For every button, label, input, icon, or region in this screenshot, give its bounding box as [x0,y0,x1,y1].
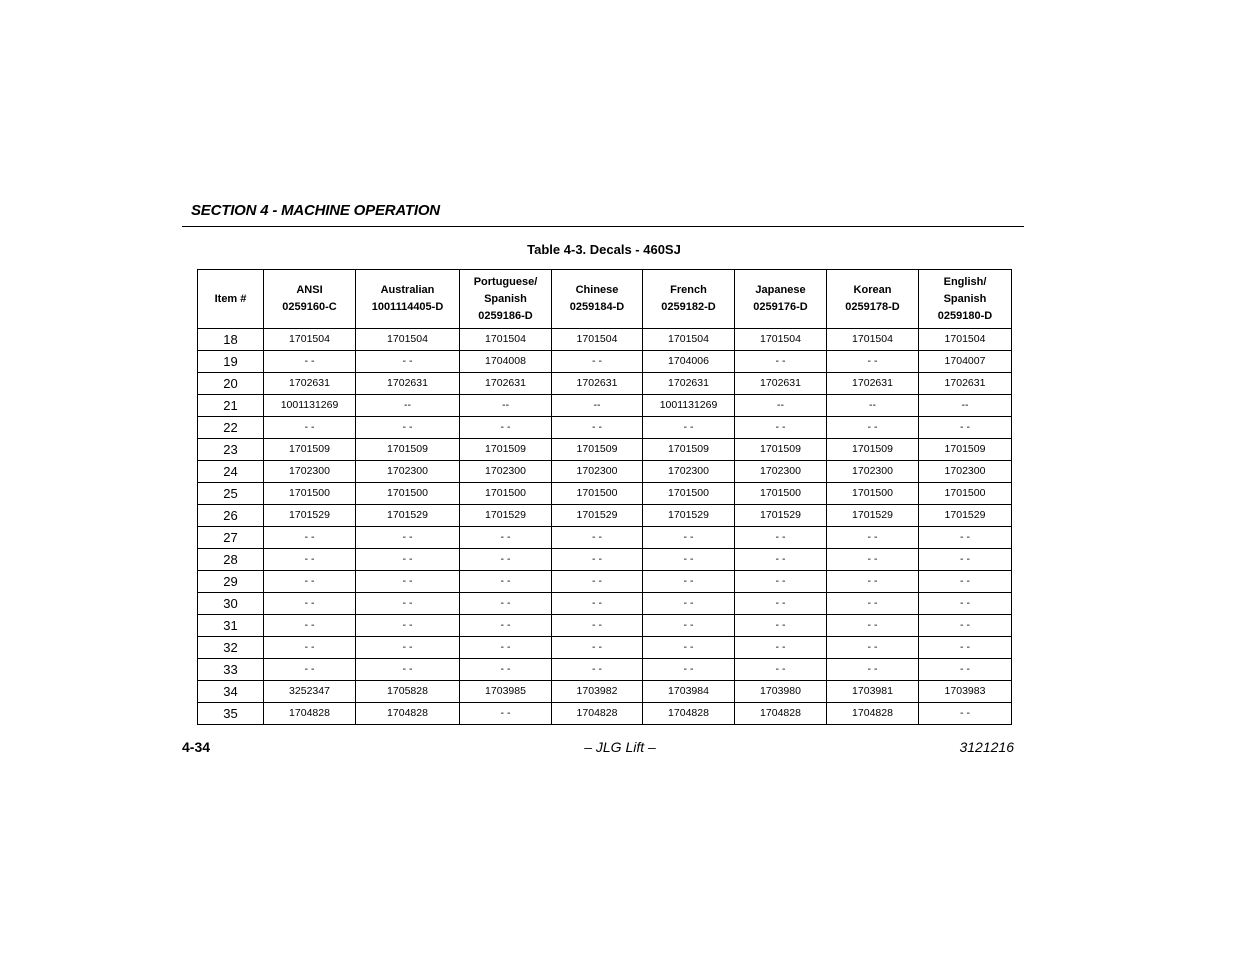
part-number-cell: 1701509 [552,439,643,461]
part-number-cell: - - [643,417,735,439]
part-number-cell: 1702631 [460,373,552,395]
column-header-line: Chinese [575,284,619,296]
part-number-cell: - - [356,593,460,615]
part-number-cell: - - [356,549,460,571]
part-number-cell: 1701504 [264,329,356,351]
decals-table [197,269,1012,725]
part-number-cell: - - [827,351,919,373]
table-row [198,329,1012,351]
part-number-cell: 1701504 [356,329,460,351]
item-number-cell: 18 [198,329,264,351]
part-number-cell: 1704828 [552,703,643,725]
table-row [198,483,1012,505]
part-number-cell: - - [264,659,356,681]
table-caption: Table 4-3. Decals - 460SJ [527,242,681,257]
part-number-cell: - - [460,571,552,593]
part-number-cell: 1703984 [643,681,735,703]
part-number-cell: 1702300 [827,461,919,483]
part-number-cell: 1701504 [735,329,827,351]
part-number-cell: - - [735,351,827,373]
part-number-cell: - - [919,417,1012,439]
part-number-cell: - - [919,615,1012,637]
part-number-cell: - - [827,527,919,549]
part-number-cell: - - [552,571,643,593]
column-header [919,270,1012,329]
part-number-cell: 1701509 [264,439,356,461]
part-number-cell: 1704828 [827,703,919,725]
part-number-cell: - - [460,703,552,725]
part-number-cell: - - [356,351,460,373]
part-number-cell: 1701529 [264,505,356,527]
part-number-cell: - - [552,637,643,659]
item-number-cell: 23 [198,439,264,461]
part-number-cell: 1702300 [552,461,643,483]
part-number-cell: 1702631 [919,373,1012,395]
part-number-cell: - - [552,527,643,549]
table-row [198,615,1012,637]
column-header-line: Spanish [943,292,987,305]
part-number-cell: 1702631 [735,373,827,395]
table-row [198,373,1012,395]
column-header-line: 0259186-D [478,309,533,322]
part-number-cell: - - [643,571,735,593]
part-number-cell: - - [356,637,460,659]
part-number-cell: 3252347 [264,681,356,703]
part-number-cell: -- [356,395,460,417]
table-row [198,659,1012,681]
part-number-cell: 1701509 [643,439,735,461]
part-number-cell: - - [735,593,827,615]
item-number-cell: 26 [198,505,264,527]
part-number-cell: - - [264,527,356,549]
part-number-cell: - - [460,659,552,681]
part-number-cell: 1702631 [356,373,460,395]
part-number-cell: 1701500 [827,483,919,505]
part-number-cell: - - [264,593,356,615]
part-number-cell: 1701529 [643,505,735,527]
column-header-line: Spanish [484,292,527,305]
table-row [198,417,1012,439]
part-number-cell: - - [735,637,827,659]
part-number-cell: 1704828 [264,703,356,725]
part-number-cell: - - [919,527,1012,549]
column-header-line: 1001114405-D [371,301,444,313]
part-number-cell: 1702300 [735,461,827,483]
part-number-cell: - - [264,615,356,637]
part-number-cell: - - [735,659,827,681]
part-number-cell: 1702300 [264,461,356,483]
column-header [264,270,356,329]
part-number-cell: 1704828 [643,703,735,725]
item-number-cell: 25 [198,483,264,505]
part-number-cell: 1701529 [460,505,552,527]
part-number-cell: - - [919,593,1012,615]
table-row [198,571,1012,593]
item-number-cell: 32 [198,637,264,659]
part-number-cell: 1701504 [919,329,1012,351]
item-number-cell: 35 [198,703,264,725]
item-number-cell: 22 [198,417,264,439]
table-row [198,593,1012,615]
part-number-cell: 1701504 [827,329,919,351]
part-number-cell: - - [552,593,643,615]
part-number-cell: - - [264,417,356,439]
column-header [827,270,919,329]
item-number-cell: 19 [198,351,264,373]
part-number-cell: - - [643,615,735,637]
part-number-cell: 1701504 [460,329,552,351]
column-header-line: Item # [214,292,247,305]
part-number-cell: - - [643,549,735,571]
part-number-cell: 1701500 [460,483,552,505]
part-number-cell: - - [552,351,643,373]
part-number-cell: - - [264,549,356,571]
table-header [198,270,1012,329]
part-number-cell: -- [460,395,552,417]
column-header-line: ANSI [296,284,323,296]
table-row [198,351,1012,373]
part-number-cell: -- [552,395,643,417]
part-number-cell: 1703980 [735,681,827,703]
part-number-cell: 1702631 [827,373,919,395]
column-header-line: English/ [943,275,987,288]
part-number-cell: - - [735,571,827,593]
part-number-cell: - - [356,615,460,637]
part-number-cell: 1001131269 [643,395,735,417]
part-number-cell: 1701500 [643,483,735,505]
page-number: 4-34 [182,739,211,755]
column-header [460,270,552,329]
item-number-cell: 21 [198,395,264,417]
part-number-cell: - - [460,593,552,615]
part-number-cell: - - [460,417,552,439]
part-number-cell: - - [827,549,919,571]
part-number-cell: - - [919,703,1012,725]
part-number-cell: 1702300 [643,461,735,483]
part-number-cell: - - [735,527,827,549]
part-number-cell: - - [264,351,356,373]
section-title: SECTION 4 - MACHINE OPERATION [191,202,440,219]
part-number-cell: - - [552,417,643,439]
part-number-cell: 1701504 [552,329,643,351]
column-header [643,270,735,329]
column-header-line: 0259182-D [661,301,716,313]
column-header-line: Portuguese/ [473,275,538,288]
column-header-line: 0259160-C [282,301,337,313]
part-number-cell: - - [735,417,827,439]
part-number-cell: 1701500 [264,483,356,505]
part-number-cell: 1701500 [356,483,460,505]
part-number-cell: 1701509 [919,439,1012,461]
part-number-cell: - - [643,593,735,615]
column-header-line: French [670,284,707,296]
table-row [198,505,1012,527]
header-row [198,270,1012,329]
column-header-line: 0259176-D [753,301,808,313]
part-number-cell: 1704007 [919,351,1012,373]
part-number-cell: -- [827,395,919,417]
column-header [552,270,643,329]
column-header [735,270,827,329]
item-number-cell: 28 [198,549,264,571]
part-number-cell: 1702300 [919,461,1012,483]
item-number-cell: 30 [198,593,264,615]
column-header-line: 0259184-D [569,301,625,313]
part-number-cell: 1703982 [552,681,643,703]
column-header-line: 0259180-D [937,309,993,322]
part-number-cell: - - [643,637,735,659]
part-number-cell: - - [919,659,1012,681]
part-number-cell: - - [735,615,827,637]
part-number-cell: 1701509 [460,439,552,461]
part-number-cell: 1704006 [643,351,735,373]
table-row [198,461,1012,483]
table-body [198,329,1012,725]
part-number-cell: - - [919,549,1012,571]
header-rule [182,226,1024,227]
part-number-cell: - - [356,571,460,593]
part-number-cell: - - [552,615,643,637]
table-row [198,703,1012,725]
doc-number: 3121216 [959,739,1014,755]
table-row [198,439,1012,461]
item-number-cell: 34 [198,681,264,703]
table-row [198,527,1012,549]
part-number-cell: 1702631 [552,373,643,395]
part-number-cell: - - [643,527,735,549]
column-header-line: Korean [853,284,892,296]
part-number-cell: 1701509 [735,439,827,461]
part-number-cell: - - [827,417,919,439]
footer-center-text: – JLG Lift – [584,739,656,755]
part-number-cell: 1701509 [356,439,460,461]
part-number-cell: 1701500 [552,483,643,505]
part-number-cell: 1701500 [919,483,1012,505]
item-number-cell: 20 [198,373,264,395]
part-number-cell: - - [827,659,919,681]
table-row [198,395,1012,417]
part-number-cell: 1701529 [552,505,643,527]
part-number-cell: - - [827,637,919,659]
part-number-cell: 1702300 [356,461,460,483]
part-number-cell: 1001131269 [264,395,356,417]
part-number-cell: - - [356,527,460,549]
part-number-cell: 1701529 [356,505,460,527]
part-number-cell: - - [552,659,643,681]
part-number-cell: 1703983 [919,681,1012,703]
item-number-cell: 27 [198,527,264,549]
part-number-cell: - - [356,659,460,681]
part-number-cell: - - [919,571,1012,593]
part-number-cell: 1701529 [919,505,1012,527]
item-number-cell: 31 [198,615,264,637]
part-number-cell: - - [460,527,552,549]
column-header-line: 0259178-D [845,301,900,313]
part-number-cell: 1704828 [356,703,460,725]
part-number-cell: - - [643,659,735,681]
part-number-cell: - - [264,571,356,593]
item-number-cell: 24 [198,461,264,483]
part-number-cell: - - [356,417,460,439]
column-header-line: Australian [380,284,435,296]
part-number-cell: 1705828 [356,681,460,703]
table-row [198,637,1012,659]
part-number-cell: 1702631 [643,373,735,395]
item-number-cell: 33 [198,659,264,681]
table-row [198,681,1012,703]
column-header [198,270,264,329]
table-row [198,549,1012,571]
part-number-cell: - - [264,637,356,659]
part-number-cell: - - [827,615,919,637]
part-number-cell: - - [919,637,1012,659]
part-number-cell: 1704828 [735,703,827,725]
part-number-cell: 1701529 [827,505,919,527]
part-number-cell: - - [460,637,552,659]
part-number-cell: 1704008 [460,351,552,373]
part-number-cell: - - [827,571,919,593]
part-number-cell: 1701504 [643,329,735,351]
part-number-cell: 1702300 [460,461,552,483]
part-number-cell: -- [919,395,1012,417]
part-number-cell: - - [552,549,643,571]
part-number-cell: 1701500 [735,483,827,505]
column-header [356,270,460,329]
part-number-cell: 1701529 [735,505,827,527]
part-number-cell: 1701509 [827,439,919,461]
part-number-cell: 1703985 [460,681,552,703]
column-header-line: Japanese [755,284,806,296]
part-number-cell: - - [460,549,552,571]
part-number-cell: - - [460,615,552,637]
part-number-cell: - - [827,593,919,615]
part-number-cell: 1703981 [827,681,919,703]
item-number-cell: 29 [198,571,264,593]
part-number-cell: 1702631 [264,373,356,395]
part-number-cell: -- [735,395,827,417]
part-number-cell: - - [735,549,827,571]
